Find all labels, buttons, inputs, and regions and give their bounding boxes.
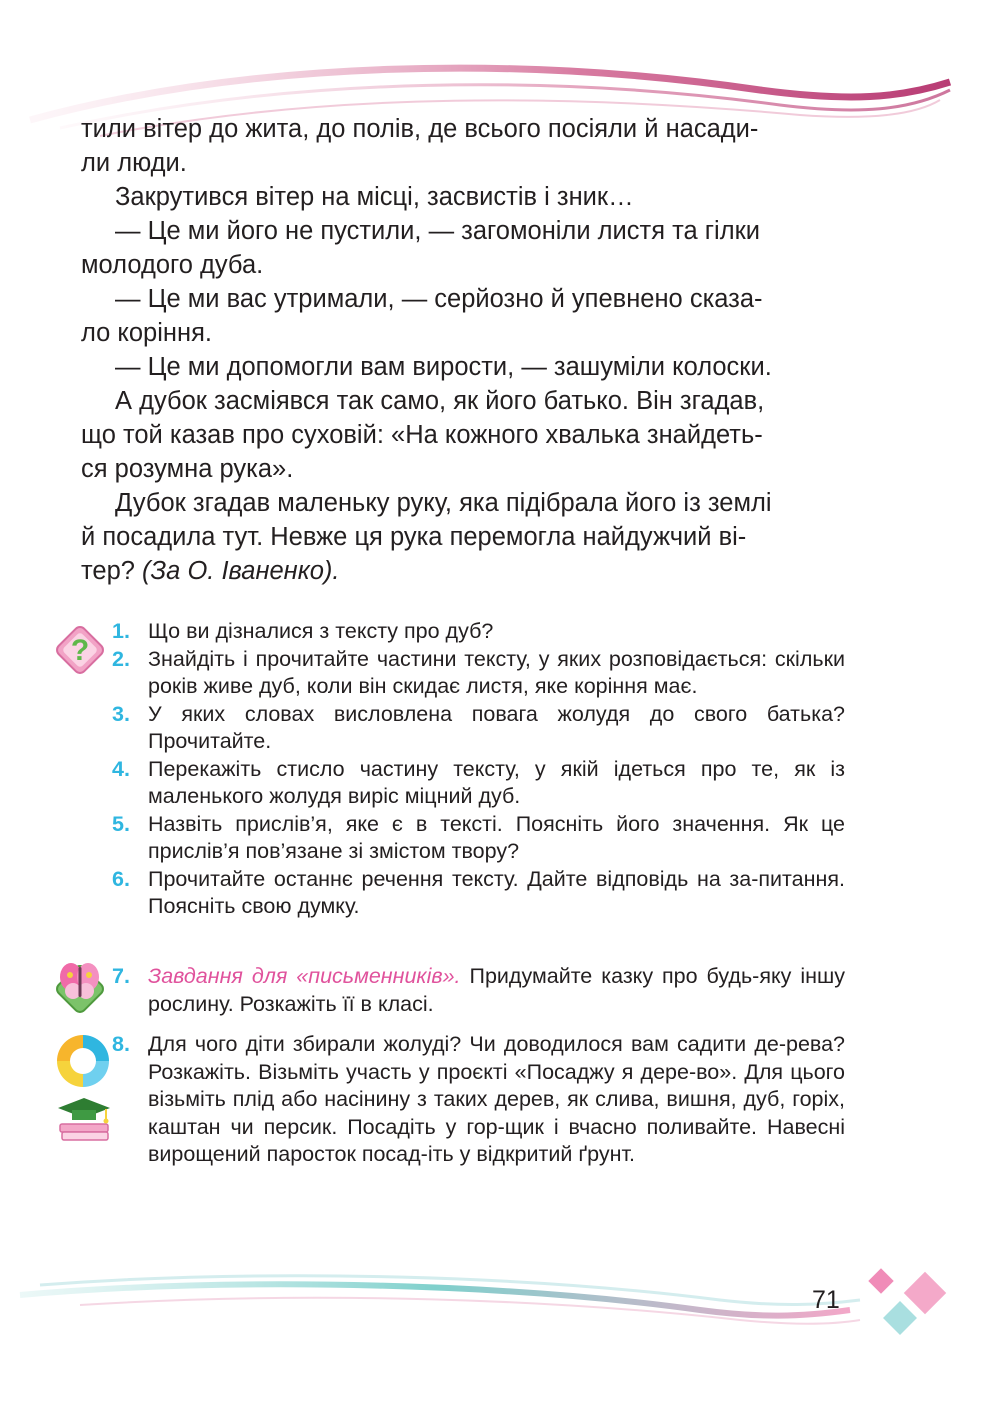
story-paragraph: Дубок згадав маленьку руку, яка підібрала його із землі й посадила тут. Невже ця рука перемогла найдужчий ві- тер? (За О. Іваненко).: [81, 489, 772, 585]
writers-task: [112, 963, 845, 1018]
questions-list: [112, 618, 845, 921]
task-text: Що ви дізналися з тексту про дуб?: [148, 619, 494, 643]
task-text: Завдання для «письменників». Придумайте казку про будь-яку іншу рослину. Розкажіть її в класі.: [148, 964, 845, 1016]
task-text: Перекажіть стисло частину тексту, у якій ідеться про те, як із маленького жолудя виріс міцний дуб.: [148, 756, 845, 808]
story-source: (За О. Іваненко).: [142, 557, 340, 585]
bottom-wave-decoration: [0, 1255, 992, 1335]
task-text: Прочитайте останнє речення тексту. Дайте відповідь на за-питання. Поясніть свою думку.: [148, 866, 845, 918]
graduation-cap-books-icon: [54, 1094, 114, 1146]
task-item: [112, 963, 845, 1018]
task-number: 6.: [112, 866, 130, 891]
story-paragraph: — Це ми його не пустили, — загомоніли листя та гілки молодого дуба.: [81, 217, 760, 279]
story-text: [81, 112, 846, 588]
story-paragraph: Закрутився вітер на місці, засвистів і зник…: [115, 183, 634, 211]
task-item: [112, 618, 845, 646]
task-number: 7.: [112, 964, 130, 988]
task-text: У яких словах висловлена повага жолудя до свого батька? Прочитайте.: [148, 701, 845, 753]
story-paragraph: тили вітер до жита, до полів, де всього посіяли й насади- ли люди.: [81, 115, 759, 177]
task-item: [112, 1031, 845, 1169]
writers-label: Завдання для «письменників».: [148, 964, 461, 988]
diamond-decoration: [862, 1266, 954, 1342]
project-task: [112, 1031, 845, 1169]
task-text: Знайдіть і прочитайте частини тексту, у яких розповідається: скільки років живе дуб, коли він скидає листя, яке коріння має.: [148, 646, 845, 698]
question-mark-icon: [52, 622, 108, 678]
task-number: 2.: [112, 646, 130, 671]
task-item: [112, 866, 845, 921]
task-number: 8.: [112, 1032, 130, 1056]
task-number: 4.: [112, 756, 130, 781]
task-number: 3.: [112, 701, 130, 726]
story-paragraph: — Це ми вас утримали, — серйозно й упевнено сказа- ло коріння.: [81, 285, 763, 347]
color-wheel-icon: [54, 1032, 112, 1090]
butterfly-icon: [50, 955, 110, 1015]
task-item: [112, 811, 845, 866]
story-paragraph: А дубок засміявся так само, як його батько. Він згадав, що той казав про суховій: «На кожного хвалька знайдеть- ся розумна рука».: [81, 387, 765, 483]
task-text: Назвіть прислів’я, яке є в тексті. Поясніть його значення. Як це прислів’я пов’язане зі змістом твору?: [148, 811, 845, 863]
svg-text:?: ?: [70, 634, 90, 667]
task-item: [112, 756, 845, 811]
task-item: [112, 701, 845, 756]
page-number: 71: [812, 1286, 840, 1314]
task-text: Для чого діти збирали жолуді? Чи доводилося вам садити де-рева? Розкажіть. Візьміть участь у проєкті «Посаджу я дере-во». Для цього візьміть плід або насінину з таких дерев, як слива, вишня, дуб, горіх, каштан чи персик. Посадіть у гор-щик і вчасно поливайте. Навесні вирощений паросток посад-іть у відкритий ґрунт.: [148, 1032, 845, 1166]
task-item: [112, 646, 845, 701]
task-number: 5.: [112, 811, 130, 836]
task-number: 1.: [112, 619, 130, 643]
story-paragraph: — Це ми допомогли вам вирости, — зашуміли колоски.: [115, 353, 772, 381]
